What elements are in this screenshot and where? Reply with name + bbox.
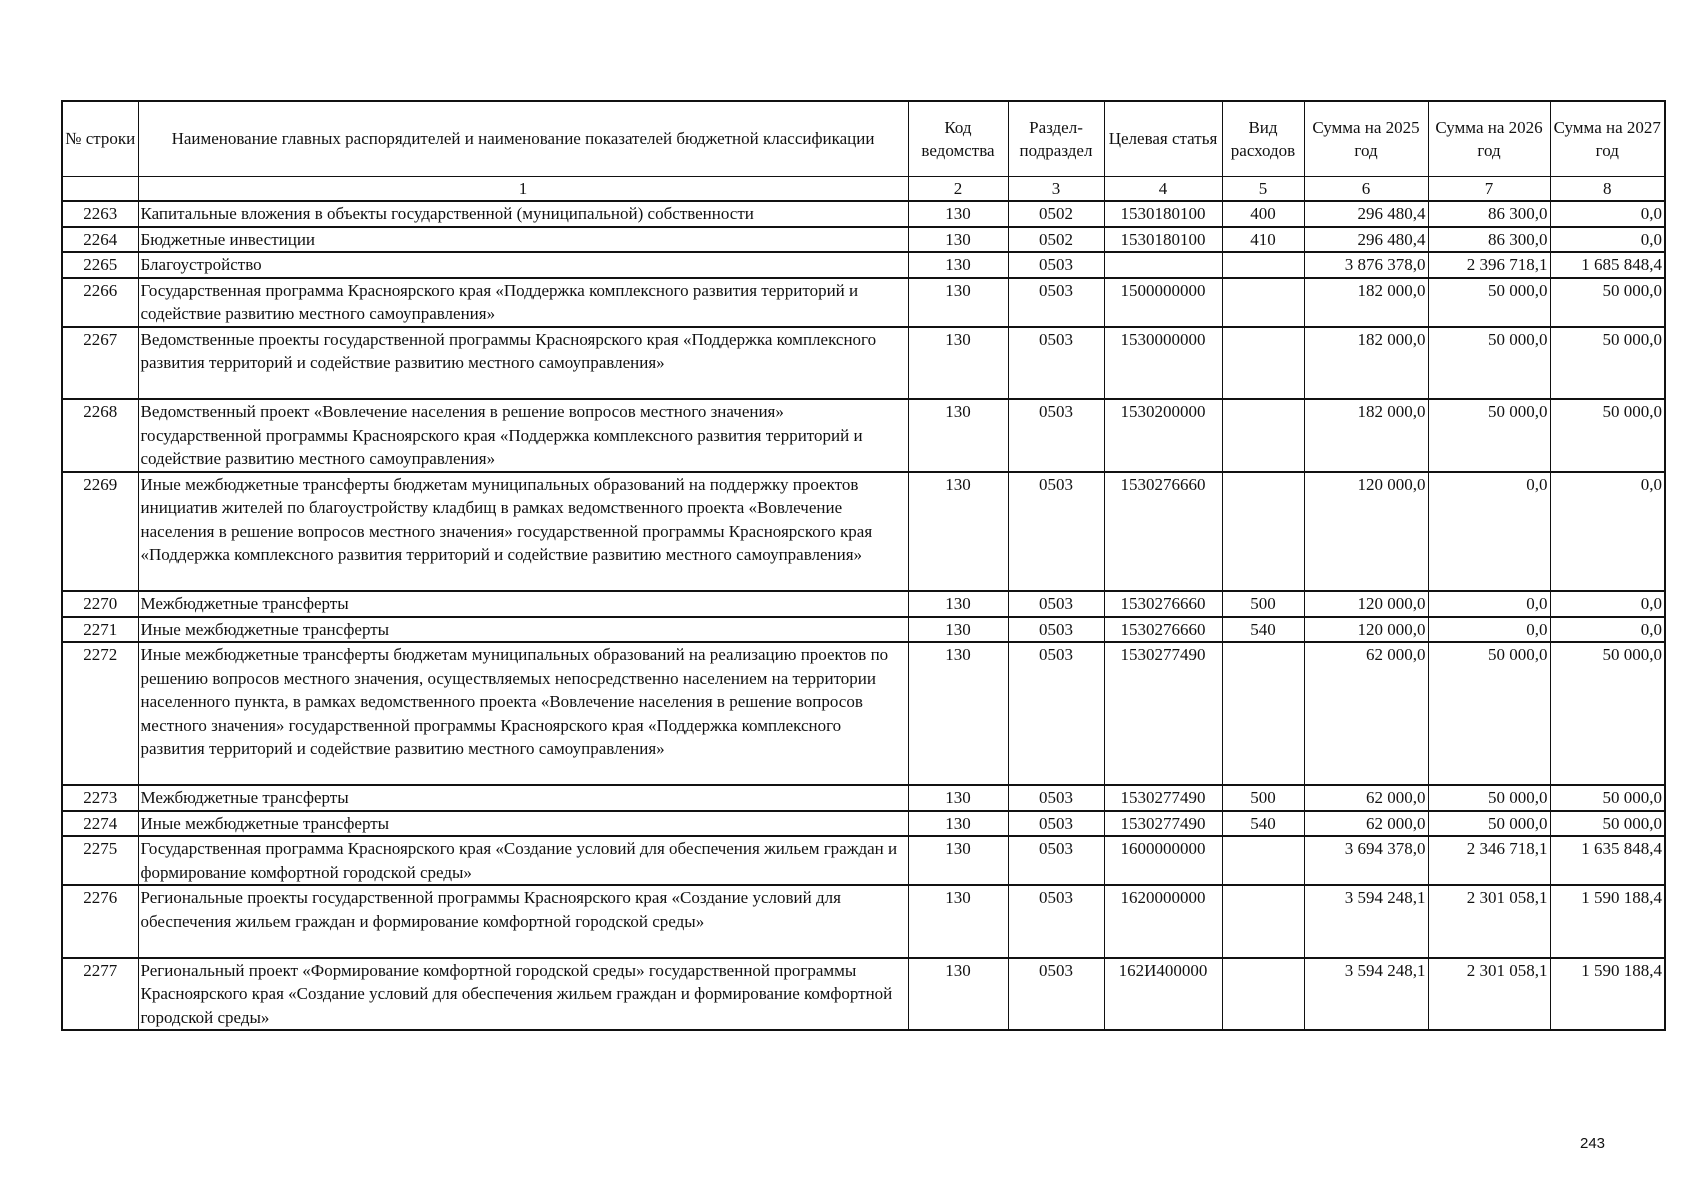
expense-kind-cell: 410 [1222,227,1304,253]
sum-2026-cell: 86 300,0 [1428,227,1550,253]
name-cell: Благоустройство [138,252,908,278]
dept-code-cell: 130 [908,591,1008,617]
column-number: 4 [1104,177,1222,202]
name-cell: Бюджетные инвестиции [138,227,908,253]
table-row [62,327,1665,400]
name-cell: Региональный проект «Формирование комфортной городской среды» государственной программы Красноярского края «Создание условий для обеспечения жильем граждан и формирование комфортной городской среды» [138,958,908,1031]
name-cell: Государственная программа Красноярского края «Поддержка комплексного развития территорий и содействие развитию местного самоуправления» [138,278,908,327]
sum-2027-cell: 50 000,0 [1550,327,1665,400]
target-item-cell: 1530276660 [1104,617,1222,643]
sum-2026-cell: 2 396 718,1 [1428,252,1550,278]
target-item-cell: 162И400000 [1104,958,1222,1031]
sum-2027-cell: 50 000,0 [1550,811,1665,837]
sum-2025-cell: 182 000,0 [1304,399,1428,472]
sum-2025-cell: 62 000,0 [1304,811,1428,837]
dept-code-cell: 130 [908,885,1008,958]
section-cell: 0503 [1008,472,1104,592]
section-cell: 0503 [1008,591,1104,617]
expense-kind-cell: 500 [1222,785,1304,811]
expense-kind-cell [1222,399,1304,472]
name-cell: Государственная программа Красноярского края «Создание условий для обеспечения жильем граждан и формирование комфортной городской среды» [138,836,908,885]
sum-2026-cell: 0,0 [1428,617,1550,643]
dept-code-cell: 130 [908,252,1008,278]
name-cell: Иные межбюджетные трансферты бюджетам муниципальных образований на реализацию проектов по решению вопросов местного значения, осуществляемых непосредственно населением на территории населенного пункта, в рамках ведомственного проекта «Вовлечение населения в решение вопросов местного значения» государственной программы Красноярского края «Поддержка комплексного развития территорий и содействие развитию местного самоуправления» [138,642,908,785]
expense-kind-cell [1222,252,1304,278]
sum-2025-cell: 296 480,4 [1304,201,1428,227]
row-number-cell: 2269 [62,472,138,592]
table-row [62,811,1665,837]
sum-2027-cell: 50 000,0 [1550,278,1665,327]
section-cell: 0503 [1008,642,1104,785]
name-cell: Иные межбюджетные трансферты [138,811,908,837]
sum-2026-cell: 50 000,0 [1428,327,1550,400]
header-row [62,101,1665,177]
expense-kind-cell [1222,327,1304,400]
row-number-cell: 2276 [62,885,138,958]
table-row [62,591,1665,617]
budget-table [61,100,1666,1031]
name-cell: Ведомственные проекты государственной программы Красноярского края «Поддержка комплексного развития территорий и содействие развитию местного самоуправления» [138,327,908,400]
expense-kind-cell [1222,278,1304,327]
sum-2025-cell: 3 876 378,0 [1304,252,1428,278]
target-item-cell: 1530276660 [1104,591,1222,617]
expense-kind-cell: 400 [1222,201,1304,227]
section-cell: 0502 [1008,201,1104,227]
dept-code-cell: 130 [908,201,1008,227]
sum-2025-cell: 182 000,0 [1304,327,1428,400]
dept-code-cell: 130 [908,399,1008,472]
target-item-cell [1104,252,1222,278]
sum-2025-cell: 120 000,0 [1304,472,1428,592]
name-cell: Ведомственный проект «Вовлечение населения в решение вопросов местного значения» государственной программы Красноярского края «Поддержка комплексного развития территорий и содействие развитию местного самоуправления» [138,399,908,472]
target-item-cell: 1530276660 [1104,472,1222,592]
row-number-cell: 2264 [62,227,138,253]
row-number-cell: 2268 [62,399,138,472]
target-item-cell: 1600000000 [1104,836,1222,885]
section-cell: 0503 [1008,885,1104,958]
section-cell: 0503 [1008,399,1104,472]
header-expense-kind: Вид расходов [1222,101,1304,177]
column-number: 5 [1222,177,1304,202]
target-item-cell: 1530200000 [1104,399,1222,472]
expense-kind-cell: 540 [1222,811,1304,837]
expense-kind-cell [1222,958,1304,1031]
row-number-cell: 2275 [62,836,138,885]
sum-2025-cell: 3 594 248,1 [1304,885,1428,958]
header-row-number: № строки [62,101,138,177]
row-number-cell: 2270 [62,591,138,617]
dept-code-cell: 130 [908,617,1008,643]
expense-kind-cell [1222,472,1304,592]
header-target-item: Целевая статья [1104,101,1222,177]
section-cell: 0503 [1008,278,1104,327]
dept-code-cell: 130 [908,327,1008,400]
name-cell: Иные межбюджетные трансферты бюджетам муниципальных образований на поддержку проектов инициатив жителей по благоустройству кладбищ в рамках ведомственного проекта «Вовлечение населения в решение вопросов местного значения» государственной программы Красноярского края «Поддержка комплексного развития территорий и содействие развитию местного самоуправления» [138,472,908,592]
table-row [62,836,1665,885]
name-cell: Региональные проекты государственной программы Красноярского края «Создание условий для обеспечения жильем граждан и формирование комфортной городской среды» [138,885,908,958]
dept-code-cell: 130 [908,958,1008,1031]
table-row [62,399,1665,472]
name-cell: Иные межбюджетные трансферты [138,617,908,643]
sum-2026-cell: 50 000,0 [1428,278,1550,327]
dept-code-cell: 130 [908,227,1008,253]
header-sum-2025: Сумма на 2025 год [1304,101,1428,177]
column-number: 8 [1550,177,1665,202]
sum-2025-cell: 3 594 248,1 [1304,958,1428,1031]
sum-2027-cell: 0,0 [1550,472,1665,592]
expense-kind-cell [1222,836,1304,885]
name-cell: Капитальные вложения в объекты государственной (муниципальной) собственности [138,201,908,227]
dept-code-cell: 130 [908,836,1008,885]
dept-code-cell: 130 [908,811,1008,837]
section-cell: 0502 [1008,227,1104,253]
sum-2027-cell: 1 685 848,4 [1550,252,1665,278]
column-number: 1 [138,177,908,202]
column-number: 6 [1304,177,1428,202]
expense-kind-cell: 500 [1222,591,1304,617]
sum-2027-cell: 1 590 188,4 [1550,958,1665,1031]
row-number-cell: 2266 [62,278,138,327]
section-cell: 0503 [1008,617,1104,643]
section-cell: 0503 [1008,327,1104,400]
sum-2025-cell: 182 000,0 [1304,278,1428,327]
sum-2027-cell: 50 000,0 [1550,642,1665,785]
sum-2025-cell: 120 000,0 [1304,591,1428,617]
table-row [62,252,1665,278]
section-cell: 0503 [1008,811,1104,837]
sum-2026-cell: 50 000,0 [1428,642,1550,785]
dept-code-cell: 130 [908,472,1008,592]
target-item-cell: 1500000000 [1104,278,1222,327]
target-item-cell: 1530180100 [1104,227,1222,253]
section-cell: 0503 [1008,252,1104,278]
table-row [62,472,1665,592]
column-number: 7 [1428,177,1550,202]
row-number-cell: 2271 [62,617,138,643]
page-number: 243 [1580,1135,1606,1152]
sum-2027-cell: 50 000,0 [1550,785,1665,811]
column-number: 2 [908,177,1008,202]
table-row [62,201,1665,227]
table-body [62,201,1665,1030]
sum-2025-cell: 3 694 378,0 [1304,836,1428,885]
target-item-cell: 1530277490 [1104,811,1222,837]
sum-2025-cell: 120 000,0 [1304,617,1428,643]
sum-2026-cell: 50 000,0 [1428,785,1550,811]
table-row [62,958,1665,1031]
sum-2025-cell: 62 000,0 [1304,642,1428,785]
sum-2026-cell: 50 000,0 [1428,811,1550,837]
table-row [62,278,1665,327]
expense-kind-cell [1222,642,1304,785]
row-number-cell: 2267 [62,327,138,400]
sum-2025-cell: 62 000,0 [1304,785,1428,811]
table-row [62,227,1665,253]
sum-2027-cell: 0,0 [1550,617,1665,643]
sum-2027-cell: 0,0 [1550,201,1665,227]
sum-2027-cell: 1 635 848,4 [1550,836,1665,885]
header-dept-code: Код ведомства [908,101,1008,177]
row-number-cell: 2273 [62,785,138,811]
dept-code-cell: 130 [908,278,1008,327]
name-cell: Межбюджетные трансферты [138,785,908,811]
sum-2026-cell: 50 000,0 [1428,399,1550,472]
header-section: Раздел-подраздел [1008,101,1104,177]
sum-2026-cell: 0,0 [1428,472,1550,592]
header-sum-2027: Сумма на 2027 год [1550,101,1665,177]
section-cell: 0503 [1008,836,1104,885]
target-item-cell: 1530277490 [1104,785,1222,811]
sum-2026-cell: 2 301 058,1 [1428,885,1550,958]
row-number-cell: 2272 [62,642,138,785]
sum-2026-cell: 0,0 [1428,591,1550,617]
table-row [62,642,1665,785]
sum-2026-cell: 2 346 718,1 [1428,836,1550,885]
expense-kind-cell: 540 [1222,617,1304,643]
sum-2027-cell: 0,0 [1550,227,1665,253]
table-row [62,885,1665,958]
target-item-cell: 1530180100 [1104,201,1222,227]
expense-kind-cell [1222,885,1304,958]
column-number [62,177,138,202]
sum-2025-cell: 296 480,4 [1304,227,1428,253]
column-number: 3 [1008,177,1104,202]
row-number-cell: 2274 [62,811,138,837]
row-number-cell: 2263 [62,201,138,227]
column-number-row [62,177,1665,202]
dept-code-cell: 130 [908,642,1008,785]
sum-2027-cell: 0,0 [1550,591,1665,617]
section-cell: 0503 [1008,958,1104,1031]
name-cell: Межбюджетные трансферты [138,591,908,617]
table-row [62,785,1665,811]
header-name: Наименование главных распорядителей и наименование показателей бюджетной классификации [138,101,908,177]
target-item-cell: 1530000000 [1104,327,1222,400]
header-sum-2026: Сумма на 2026 год [1428,101,1550,177]
target-item-cell: 1530277490 [1104,642,1222,785]
sum-2026-cell: 86 300,0 [1428,201,1550,227]
target-item-cell: 1620000000 [1104,885,1222,958]
section-cell: 0503 [1008,785,1104,811]
sum-2026-cell: 2 301 058,1 [1428,958,1550,1031]
table-row [62,617,1665,643]
sum-2027-cell: 50 000,0 [1550,399,1665,472]
sum-2027-cell: 1 590 188,4 [1550,885,1665,958]
dept-code-cell: 130 [908,785,1008,811]
row-number-cell: 2277 [62,958,138,1031]
row-number-cell: 2265 [62,252,138,278]
